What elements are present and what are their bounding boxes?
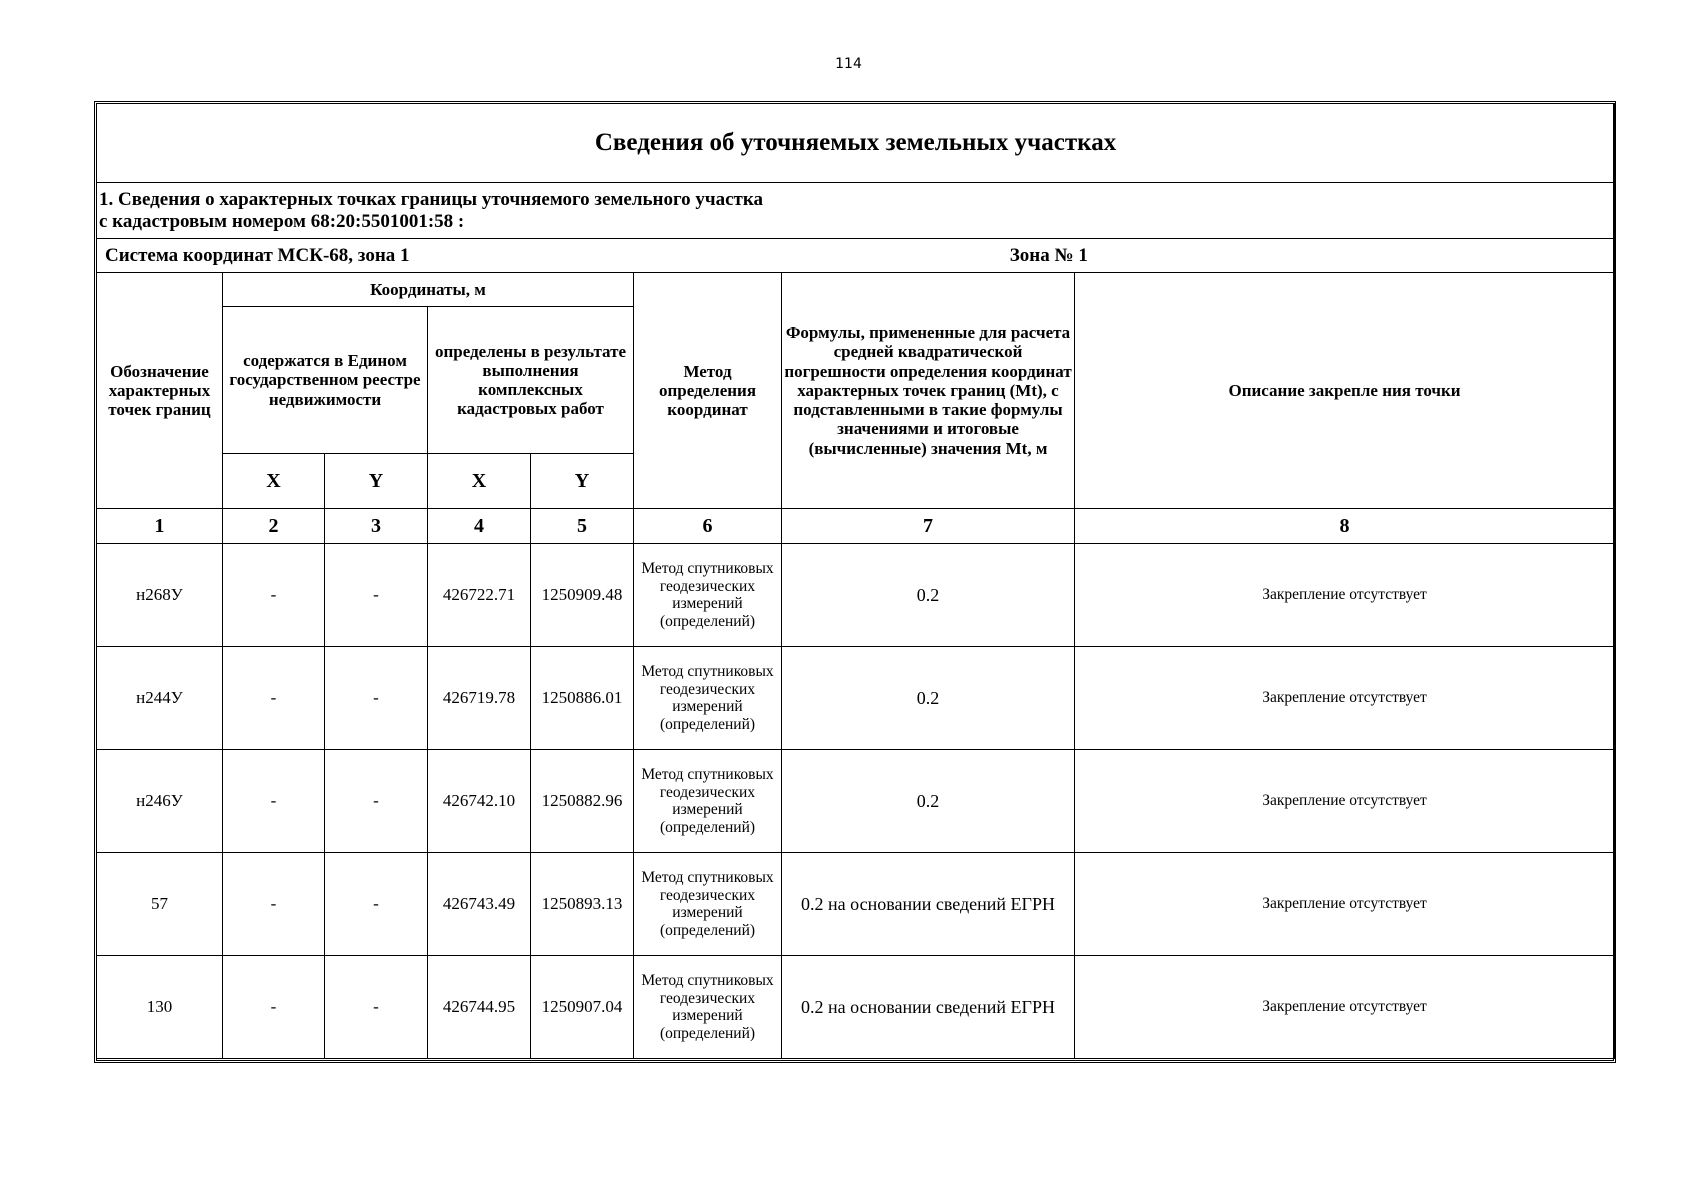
x-coordinate: 426743.49 [428,853,531,956]
x-egrn: - [223,647,325,750]
section-heading [97,183,1615,239]
y-coordinate: 1250893.13 [531,853,634,956]
column-number: 8 [1075,509,1615,544]
x-coordinate: 426719.78 [428,647,531,750]
column-number: 4 [428,509,531,544]
table-row [97,956,1615,1059]
x-coordinate: 426742.10 [428,750,531,853]
section-row [97,183,1615,239]
fixing-description: Закрепление отсутствует [1075,544,1615,647]
y-egrn: - [325,544,428,647]
x-egrn: - [223,956,325,1059]
table-row [97,544,1615,647]
column-number: 1 [97,509,223,544]
method: Метод спутниковых геодезических измерений (определений) [634,544,782,647]
section-heading-line2: с кадастровым номером 68:20:5501001:58 : [99,210,465,232]
table-body [97,104,1615,1059]
section-heading-line1: 1. Сведения о характерных точках границы уточняемого земельного участка [99,189,764,211]
zone-label: Зона № 1 [782,239,1615,273]
point-id: 57 [97,853,223,956]
y-coordinate: 1250882.96 [531,750,634,853]
point-id: н246У [97,750,223,853]
y-egrn: - [325,956,428,1059]
header-y: Y [531,454,634,509]
table-row [97,750,1615,853]
header-determined: определены в результате выполнения комплексных кадастровых работ [428,307,634,454]
mt-value: 0.2 [782,750,1075,853]
header-y-egrn: Y [325,454,428,509]
y-coordinate: 1250907.04 [531,956,634,1059]
y-coordinate: 1250886.01 [531,647,634,750]
method: Метод спутниковых геодезических измерений (определений) [634,956,782,1059]
header-x: X [428,454,531,509]
column-number: 6 [634,509,782,544]
x-egrn: - [223,544,325,647]
column-number: 5 [531,509,634,544]
header-x-egrn: X [223,454,325,509]
y-egrn: - [325,750,428,853]
column-number: 7 [782,509,1075,544]
header-egrn: содержатся в Едином государственном реестре недвижимости [223,307,428,454]
title-row [97,104,1615,183]
header-description: Описание закрепле ния точки [1075,273,1615,509]
method: Метод спутниковых геодезических измерений (определений) [634,647,782,750]
mt-value: 0.2 на основании сведений ЕГРН [782,956,1075,1059]
mt-value: 0.2 [782,647,1075,750]
y-coordinate: 1250909.48 [531,544,634,647]
header-coordinates: Координаты, м [223,273,634,307]
header-point: Обозначение характерных точек границ [97,273,223,509]
x-egrn: - [223,750,325,853]
point-id: 130 [97,956,223,1059]
table-row [97,647,1615,750]
header-row-1 [97,273,1615,307]
document-title: Сведения об уточняемых земельных участках [97,104,1615,183]
header-formula: Формулы, примененные для расчета средней квадратической погрешности определения координат характерных точек границ (Mt), с подставленными в такие формулы значениями и итоговые (вычисленные) значения Mt, м [782,273,1075,509]
page-number: 114 [835,56,862,72]
column-numbers-row [97,509,1615,544]
x-egrn: - [223,853,325,956]
coordinate-system-row [97,239,1615,273]
x-coordinate: 426744.95 [428,956,531,1059]
method: Метод спутниковых геодезических измерений (определений) [634,750,782,853]
mt-value: 0.2 [782,544,1075,647]
fixing-description: Закрепление отсутствует [1075,956,1615,1059]
point-id: н268У [97,544,223,647]
y-egrn: - [325,853,428,956]
fixing-description: Закрепление отсутствует [1075,853,1615,956]
header-method: Метод определения координат [634,273,782,509]
parcel-points-table [96,103,1615,1059]
fixing-description: Закрепление отсутствует [1075,750,1615,853]
column-number: 3 [325,509,428,544]
x-coordinate: 426722.71 [428,544,531,647]
fixing-description: Закрепление отсутствует [1075,647,1615,750]
point-id: н244У [97,647,223,750]
mt-value: 0.2 на основании сведений ЕГРН [782,853,1075,956]
method: Метод спутниковых геодезических измерений (определений) [634,853,782,956]
coordinate-system: Система координат МСК-68, зона 1 [97,239,782,273]
column-number: 2 [223,509,325,544]
table-row [97,853,1615,956]
y-egrn: - [325,647,428,750]
